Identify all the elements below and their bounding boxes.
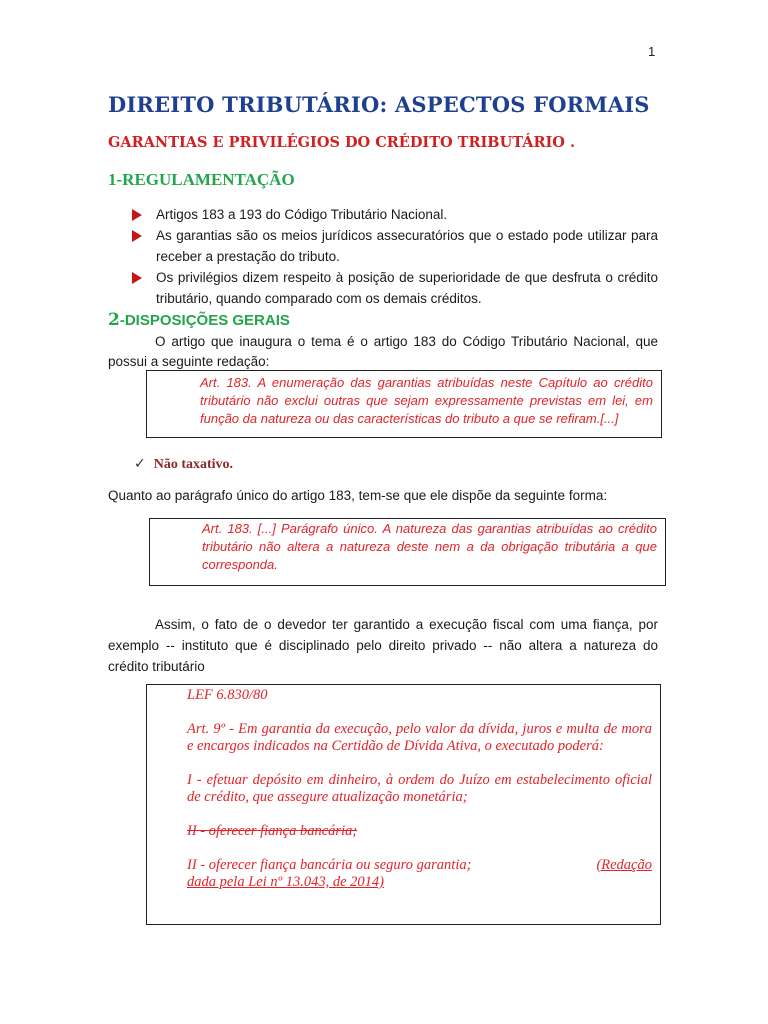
arrow-bullet-icon [132, 272, 142, 284]
arrow-bullet-icon [132, 209, 142, 221]
bullet-list [132, 204, 658, 309]
list-item-text: As garantias são os meios jurídicos assecuratórios que o estado pode utilizar para receber a prestação do tributo. [156, 228, 658, 264]
arrow-bullet-icon [132, 230, 142, 242]
list-item [132, 225, 658, 267]
paragraph-paragrafo-unico: Quanto ao parágrafo único do artigo 183, tem-se que ele dispõe da seguinte forma: [108, 488, 608, 503]
section-heading-text: -DISPOSIÇÕES GERAIS [119, 312, 290, 329]
lef-item1: I - efetuar depósito em dinheiro, à ordem do Juízo em estabelecimento oficial de crédito, que assegure atualização monetária; [187, 772, 652, 805]
paragraph-intro: O artigo que inaugura o tema é o artigo 183 do Código Tributário Nacional, que possui a seguinte redação: [108, 334, 658, 369]
checkmark-icon: ✓ [134, 456, 146, 472]
lef-item2-revoked: II - oferecer fiança bancária; [187, 823, 358, 839]
quote-box-art183-paragrafo [149, 518, 666, 586]
lef-heading: LEF 6.830/80 [187, 687, 268, 703]
document-subtitle: GARANTIAS E PRIVILÉGIOS DO CRÉDITO TRIBUTÁRIO . [108, 134, 576, 151]
page-number: 1 [648, 44, 656, 59]
lef-item2-line [187, 857, 652, 874]
list-item-text: Os privilégios dizem respeito à posição de superioridade de que desfruta o crédito tributário, quando comparado com os demais créditos. [156, 270, 658, 306]
checklist-item [134, 456, 233, 473]
document-title: DIREITO TRIBUTÁRIO: ASPECTOS FORMAIS [108, 92, 650, 117]
lef-item2-new: II - oferecer fiança bancária ou seguro garantia; [187, 857, 472, 873]
list-item [132, 267, 658, 309]
section-heading-regulamentacao: 1-REGULAMENTAÇÃO [108, 170, 295, 189]
section-number: 2 [108, 310, 120, 330]
paragraph-fianca: Assim, o fato de o devedor ter garantido a execução fiscal com uma fiança, por exemplo -- instituto que é disciplinado pelo direito privado -- não altera a natureza do crédito tributário [108, 617, 658, 674]
quote-text: Art. 183. A enumeração das garantias atribuídas neste Capítulo ao crédito tributário não exclui outras que sejam expressamente previstas em lei, em função da natureza ou das características do tributo a que se refiram.[...] [200, 375, 653, 426]
section-heading-disposicoes-gerais [108, 310, 290, 330]
quote-box-lef [146, 684, 661, 925]
list-item-text: Artigos 183 a 193 do Código Tributário Nacional. [156, 207, 448, 222]
lef-art9: Art. 9º - Em garantia da execução, pelo valor da dívida, juros e multa de mora e encargos indicados na Certidão de Dívida Ativa, o executado poderá: [187, 721, 652, 754]
list-item [132, 204, 658, 225]
quote-box-art183 [146, 370, 662, 438]
lef-note-start: (Redação [596, 857, 652, 873]
lef-note-end: dada pela Lei nº 13.043, de 2014) [187, 874, 385, 890]
checklist-item-text: Não taxativo. [153, 457, 234, 472]
quote-text: Art. 183. [...] Parágrafo único. A natureza das garantias atribuídas ao crédito tributário não altera a natureza deste nem a da obrigação tributária a que corresponda. [202, 521, 657, 572]
